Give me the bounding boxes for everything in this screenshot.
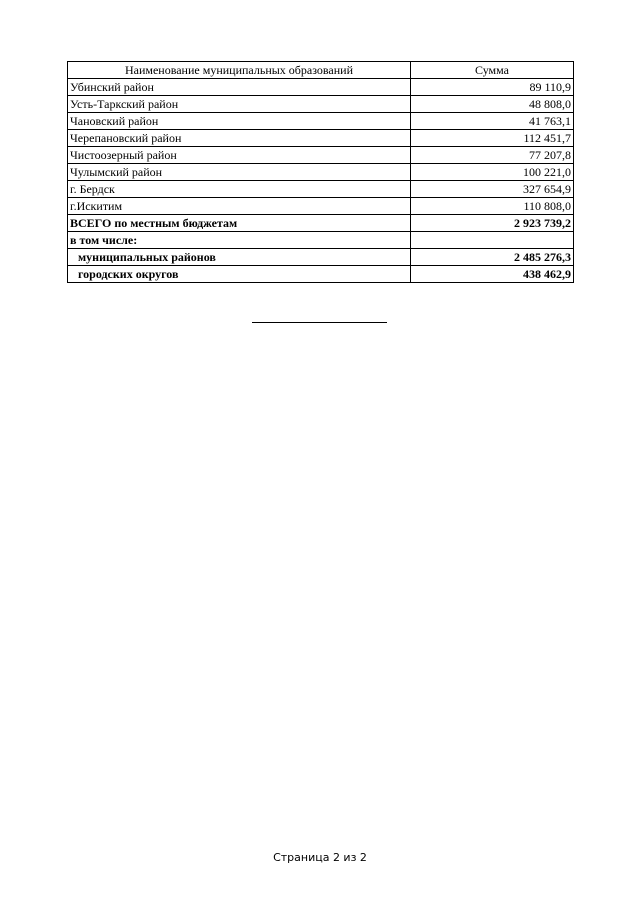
row-name-cell: Чулымский район	[68, 164, 411, 181]
page-number-footer: Страница 2 из 2	[273, 851, 367, 864]
table-row	[68, 96, 574, 113]
table-row	[68, 198, 574, 215]
row-sum-cell: 41 763,1	[411, 113, 574, 130]
row-name-cell: Убинский район	[68, 79, 411, 96]
table-row	[68, 130, 574, 147]
table-row	[68, 164, 574, 181]
separator-line	[252, 322, 387, 323]
city-districts-sum-cell: 438 462,9	[411, 266, 574, 283]
table-row	[68, 79, 574, 96]
budget-table	[67, 61, 574, 283]
table-row	[68, 181, 574, 198]
row-name-cell: Чановский район	[68, 113, 411, 130]
row-name-cell: Черепановский район	[68, 130, 411, 147]
row-name-cell: г.Искитим	[68, 198, 411, 215]
municipal-districts-row	[68, 249, 574, 266]
table-row	[68, 147, 574, 164]
total-sum-cell: 2 923 739,2	[411, 215, 574, 232]
row-name-cell: Чистоозерный район	[68, 147, 411, 164]
city-districts-name-cell: городских округов	[68, 266, 411, 283]
including-sum-cell	[411, 232, 574, 249]
total-name-cell: ВСЕГО по местным бюджетам	[68, 215, 411, 232]
table-row	[68, 113, 574, 130]
row-sum-cell: 48 808,0	[411, 96, 574, 113]
row-name-cell: Усть-Таркский район	[68, 96, 411, 113]
column-header-sum: Сумма	[411, 62, 574, 79]
including-row	[68, 232, 574, 249]
municipal-districts-name-cell: муниципальных районов	[68, 249, 411, 266]
including-name-cell: в том числе:	[68, 232, 411, 249]
row-sum-cell: 327 654,9	[411, 181, 574, 198]
municipal-districts-sum-cell: 2 485 276,3	[411, 249, 574, 266]
column-header-name: Наименование муниципальных образований	[68, 62, 411, 79]
table-header-row	[68, 62, 574, 79]
city-districts-row	[68, 266, 574, 283]
row-sum-cell: 112 451,7	[411, 130, 574, 147]
row-sum-cell: 89 110,9	[411, 79, 574, 96]
row-sum-cell: 110 808,0	[411, 198, 574, 215]
row-sum-cell: 77 207,8	[411, 147, 574, 164]
row-sum-cell: 100 221,0	[411, 164, 574, 181]
total-row	[68, 215, 574, 232]
row-name-cell: г. Бердск	[68, 181, 411, 198]
